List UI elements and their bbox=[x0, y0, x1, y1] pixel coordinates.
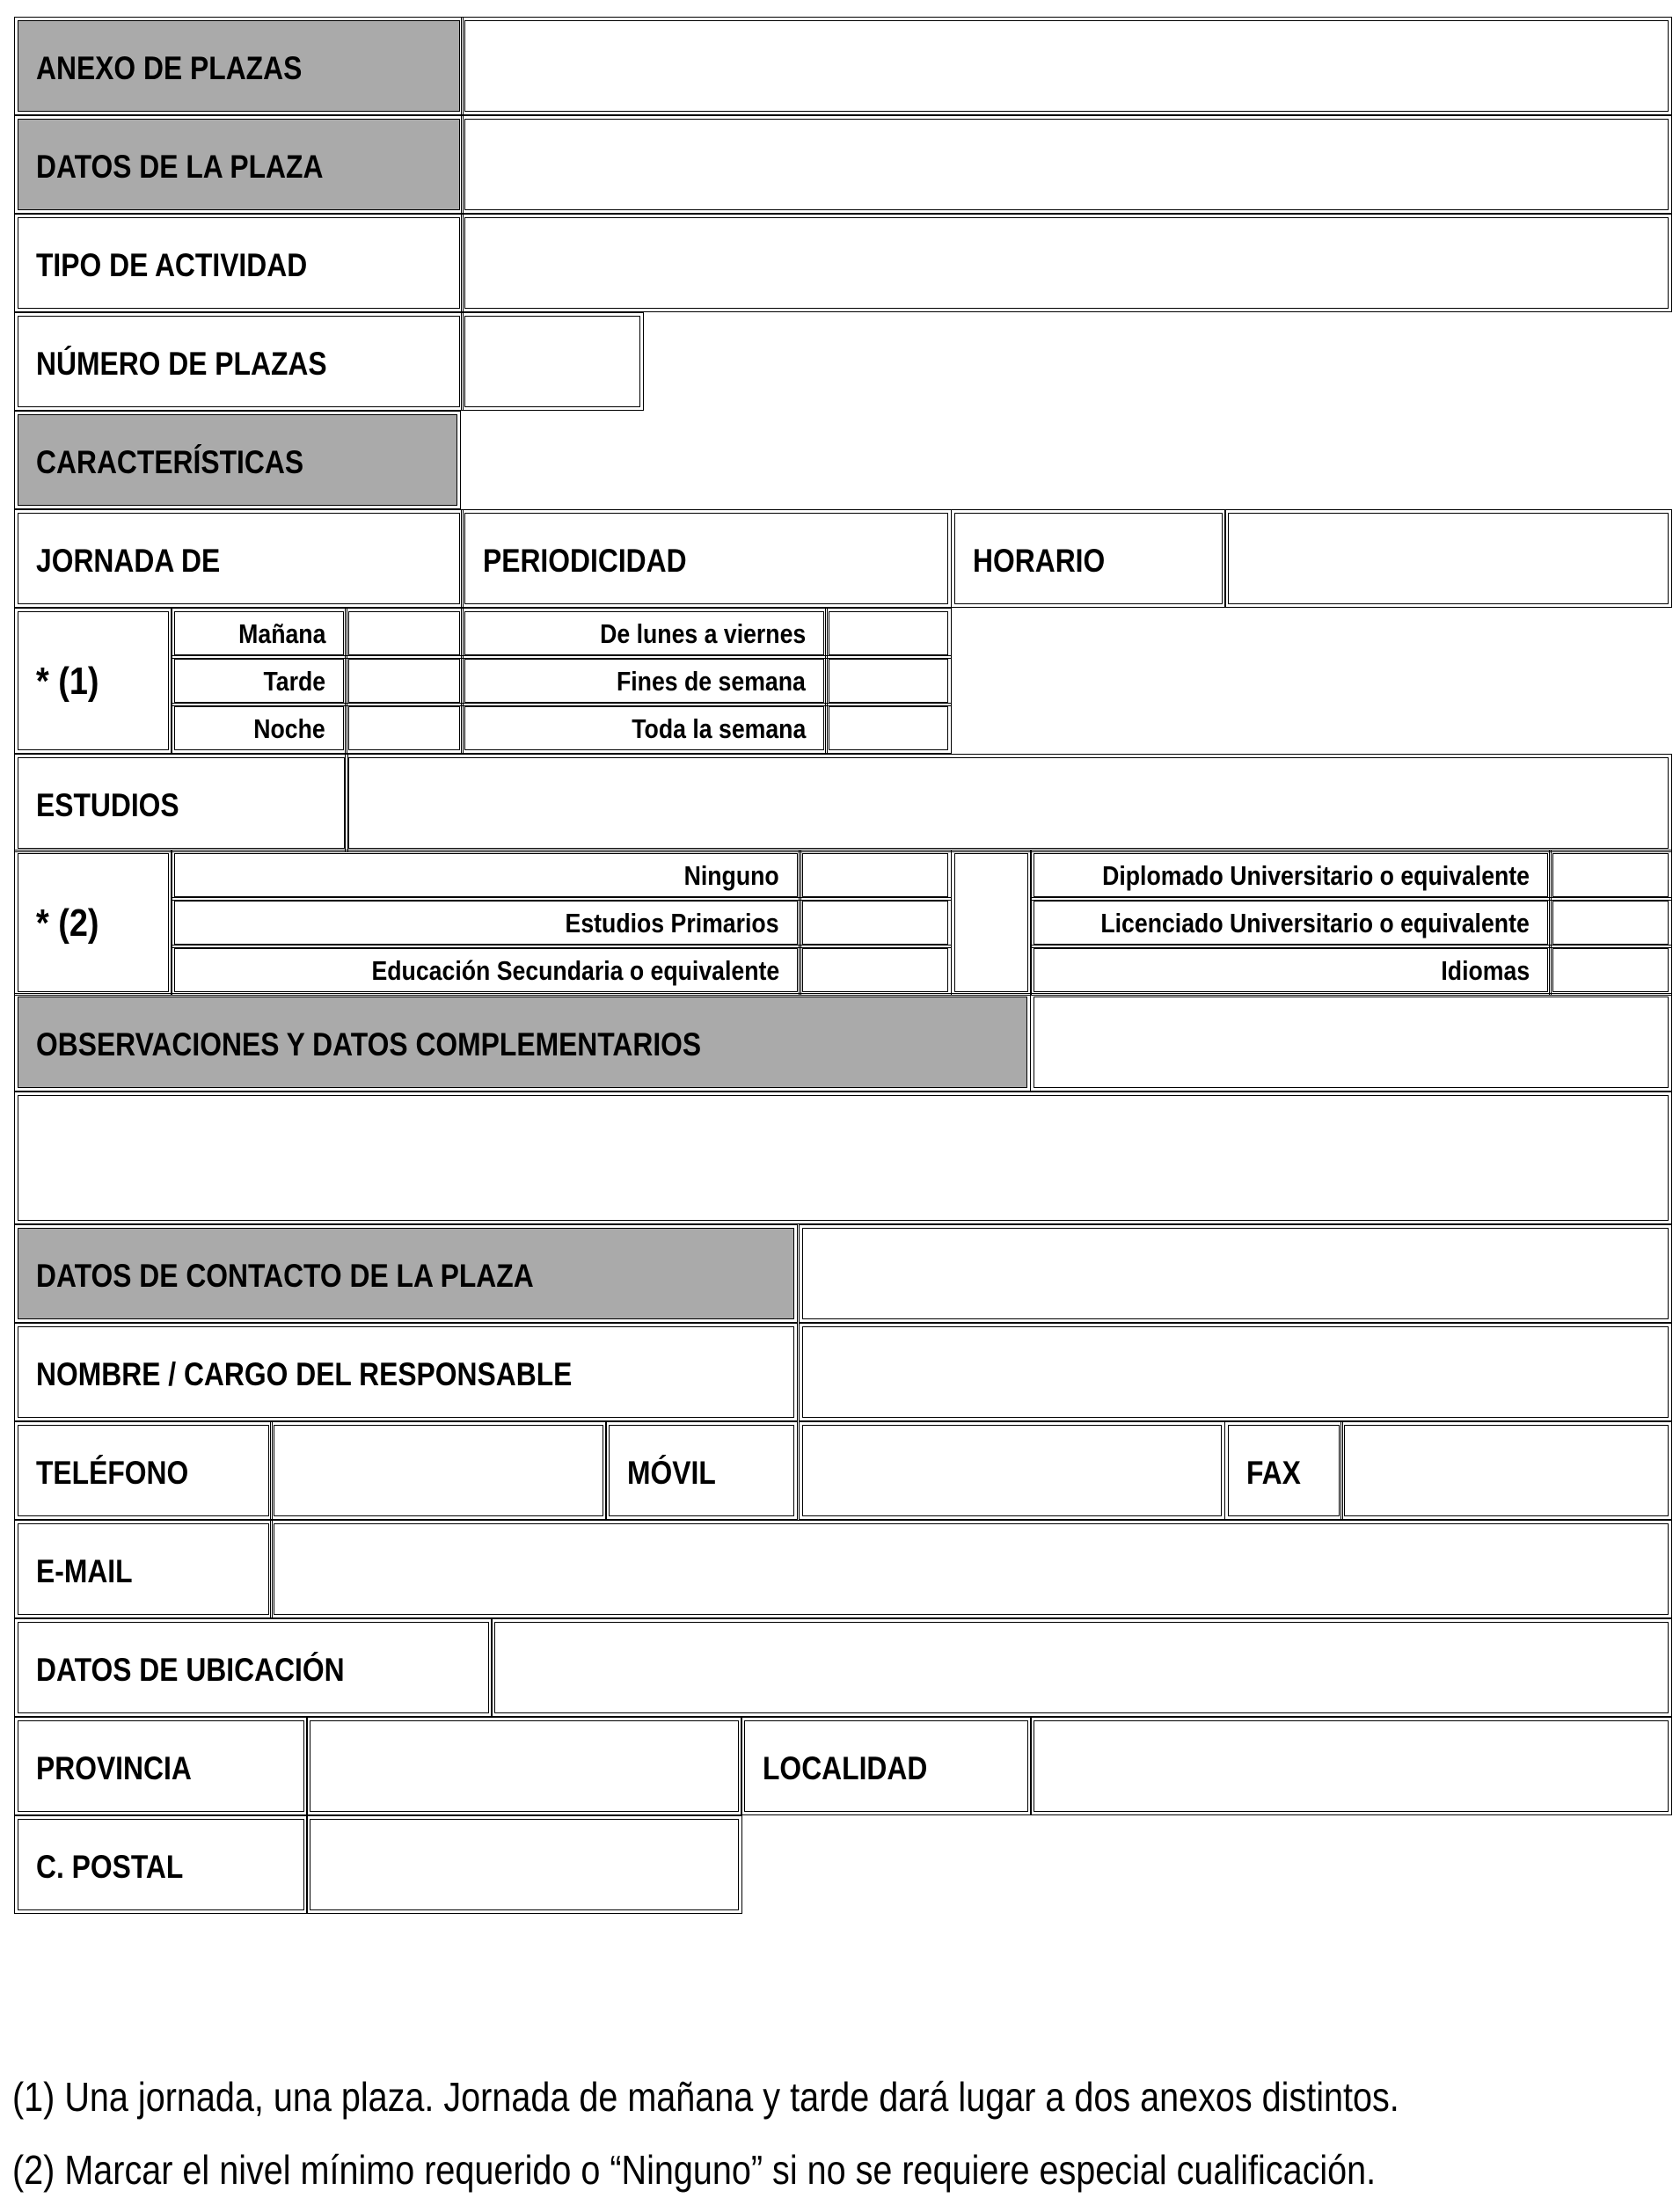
caracteristicas-header bbox=[18, 414, 457, 506]
numero-de-plazas-label: NÚMERO DE PLAZAS bbox=[36, 346, 327, 382]
jornada-de-label: JORNADA DE bbox=[36, 543, 221, 579]
periodicidad-label: PERIODICIDAD bbox=[483, 543, 687, 579]
movil-field[interactable] bbox=[802, 1425, 1222, 1516]
periodicidad-option-label: Fines de semana bbox=[617, 666, 806, 697]
fax-cell bbox=[1228, 1425, 1340, 1516]
estudios-option-cell bbox=[174, 901, 798, 945]
periodicidad-option-checkbox[interactable] bbox=[829, 659, 948, 703]
estudios-cell bbox=[18, 757, 345, 849]
observaciones-header bbox=[18, 997, 1027, 1088]
telefono-cell bbox=[18, 1425, 269, 1516]
caracteristicas-label: CARACTERÍSTICAS bbox=[36, 444, 304, 480]
footnote: (2) Marcar el nivel mínimo requerido o “Ninguno” si no se requiere especial cualificación. bbox=[12, 2147, 1377, 2193]
jornada-option-cell bbox=[174, 706, 344, 750]
datos-de-contacto-field[interactable] bbox=[802, 1228, 1669, 1319]
estudios-field[interactable] bbox=[348, 757, 1669, 849]
periodicidad-option-cell bbox=[464, 611, 824, 655]
jornada-option-checkbox[interactable] bbox=[348, 611, 460, 655]
tipo-de-actividad-field[interactable] bbox=[464, 217, 1669, 309]
estudios-option-label: Educación Secundaria o equivalente bbox=[371, 955, 779, 986]
estudios-option-cell bbox=[1034, 853, 1548, 897]
telefono-label: TELÉFONO bbox=[36, 1455, 189, 1491]
email-label: E-MAIL bbox=[36, 1553, 133, 1589]
email-cell bbox=[18, 1523, 269, 1615]
periodicidad-cell bbox=[464, 513, 948, 604]
estudios-option-checkbox[interactable] bbox=[802, 901, 948, 945]
periodicidad-option-cell bbox=[464, 706, 824, 750]
estudios-option-label: Estudios Primarios bbox=[566, 908, 779, 938]
jornada-option-cell bbox=[174, 611, 344, 655]
estudios-label: ESTUDIOS bbox=[36, 787, 179, 823]
estudios-option-label: Licenciado Universitario o equivalente bbox=[1100, 908, 1530, 938]
estudios-option-checkbox[interactable] bbox=[1552, 853, 1669, 897]
estudios-option-checkbox[interactable] bbox=[802, 948, 948, 992]
movil-label: MÓVIL bbox=[627, 1455, 716, 1491]
jornada-de-cell bbox=[18, 513, 460, 604]
estudios-option-label: Ninguno bbox=[683, 860, 779, 891]
provincia-label: PROVINCIA bbox=[36, 1750, 192, 1786]
jornada-option-label: Mañana bbox=[237, 618, 325, 649]
nombre-cargo-field[interactable] bbox=[802, 1326, 1669, 1418]
estudios-option-checkbox[interactable] bbox=[1552, 948, 1669, 992]
note-ref-1-label: * (1) bbox=[36, 660, 99, 703]
nombre-cargo-label: NOMBRE / CARGO DEL RESPONSABLE bbox=[36, 1356, 573, 1392]
estudios-option-cell bbox=[1034, 948, 1548, 992]
estudios-spacer-cell bbox=[954, 853, 1028, 992]
horario-label: HORARIO bbox=[973, 543, 1106, 579]
fax-label: FAX bbox=[1246, 1455, 1301, 1491]
estudios-option-checkbox[interactable] bbox=[802, 853, 948, 897]
localidad-field[interactable] bbox=[1034, 1720, 1669, 1812]
observaciones-label: OBSERVACIONES Y DATOS COMPLEMENTARIOS bbox=[36, 1026, 702, 1062]
periodicidad-option-cell bbox=[464, 659, 824, 703]
localidad-cell bbox=[744, 1720, 1028, 1812]
periodicidad-option-label: De lunes a viernes bbox=[599, 618, 806, 649]
jornada-option-checkbox[interactable] bbox=[348, 659, 460, 703]
estudios-option-label: Idiomas bbox=[1441, 955, 1530, 986]
tipo-de-actividad-cell bbox=[18, 217, 460, 309]
periodicidad-option-checkbox[interactable] bbox=[829, 706, 948, 750]
estudios-option-label: Diplomado Universitario o equivalente bbox=[1102, 860, 1530, 891]
estudios-option-checkbox[interactable] bbox=[1552, 901, 1669, 945]
jornada-option-label: Noche bbox=[253, 713, 325, 744]
telefono-field[interactable] bbox=[274, 1425, 603, 1516]
nombre-cargo-cell bbox=[18, 1326, 794, 1418]
anexo-de-plazas-field[interactable] bbox=[464, 20, 1669, 112]
horario-field[interactable] bbox=[1228, 513, 1669, 604]
jornada-option-cell bbox=[174, 659, 344, 703]
datos-de-ubicacion-field[interactable] bbox=[494, 1622, 1669, 1713]
datos-de-ubicacion-label: DATOS DE UBICACIÓN bbox=[36, 1652, 345, 1688]
anexo-de-plazas-label: ANEXO DE PLAZAS bbox=[36, 50, 303, 86]
observaciones-field[interactable] bbox=[18, 1095, 1669, 1221]
footnote: (1) Una jornada, una plaza. Jornada de mañana y tarde dará lugar a dos anexos distintos. bbox=[12, 2074, 1399, 2120]
jornada-option-checkbox[interactable] bbox=[348, 706, 460, 750]
datos-de-la-plaza-header bbox=[18, 119, 460, 210]
numero-de-plazas-field[interactable] bbox=[464, 316, 640, 407]
fax-field[interactable] bbox=[1344, 1425, 1669, 1516]
numero-de-plazas-cell bbox=[18, 316, 460, 407]
observaciones-aside-field[interactable] bbox=[1034, 997, 1669, 1088]
periodicidad-option-label: Toda la semana bbox=[631, 713, 806, 744]
movil-cell bbox=[609, 1425, 794, 1516]
tipo-de-actividad-label: TIPO DE ACTIVIDAD bbox=[36, 247, 308, 283]
datos-de-contacto-label: DATOS DE CONTACTO DE LA PLAZA bbox=[36, 1258, 534, 1294]
provincia-cell bbox=[18, 1720, 304, 1812]
datos-de-contacto-header bbox=[18, 1228, 794, 1319]
estudios-option-cell bbox=[1034, 901, 1548, 945]
datos-de-ubicacion-cell bbox=[18, 1622, 489, 1713]
note-ref-1-cell bbox=[18, 611, 169, 750]
note-ref-2-cell bbox=[18, 853, 169, 992]
periodicidad-option-checkbox[interactable] bbox=[829, 611, 948, 655]
c-postal-cell bbox=[18, 1819, 304, 1910]
datos-de-la-plaza-label: DATOS DE LA PLAZA bbox=[36, 149, 324, 185]
c-postal-label: C. POSTAL bbox=[36, 1849, 184, 1885]
horario-cell bbox=[954, 513, 1223, 604]
localidad-label: LOCALIDAD bbox=[763, 1750, 928, 1786]
jornada-option-label: Tarde bbox=[263, 666, 325, 697]
email-field[interactable] bbox=[274, 1523, 1669, 1615]
anexo-de-plazas-header bbox=[18, 20, 460, 112]
note-ref-2-label: * (2) bbox=[36, 902, 99, 945]
estudios-option-cell bbox=[174, 853, 798, 897]
estudios-option-cell bbox=[174, 948, 798, 992]
datos-de-la-plaza-field[interactable] bbox=[464, 119, 1669, 210]
c-postal-field[interactable] bbox=[310, 1819, 739, 1910]
provincia-field[interactable] bbox=[310, 1720, 739, 1812]
